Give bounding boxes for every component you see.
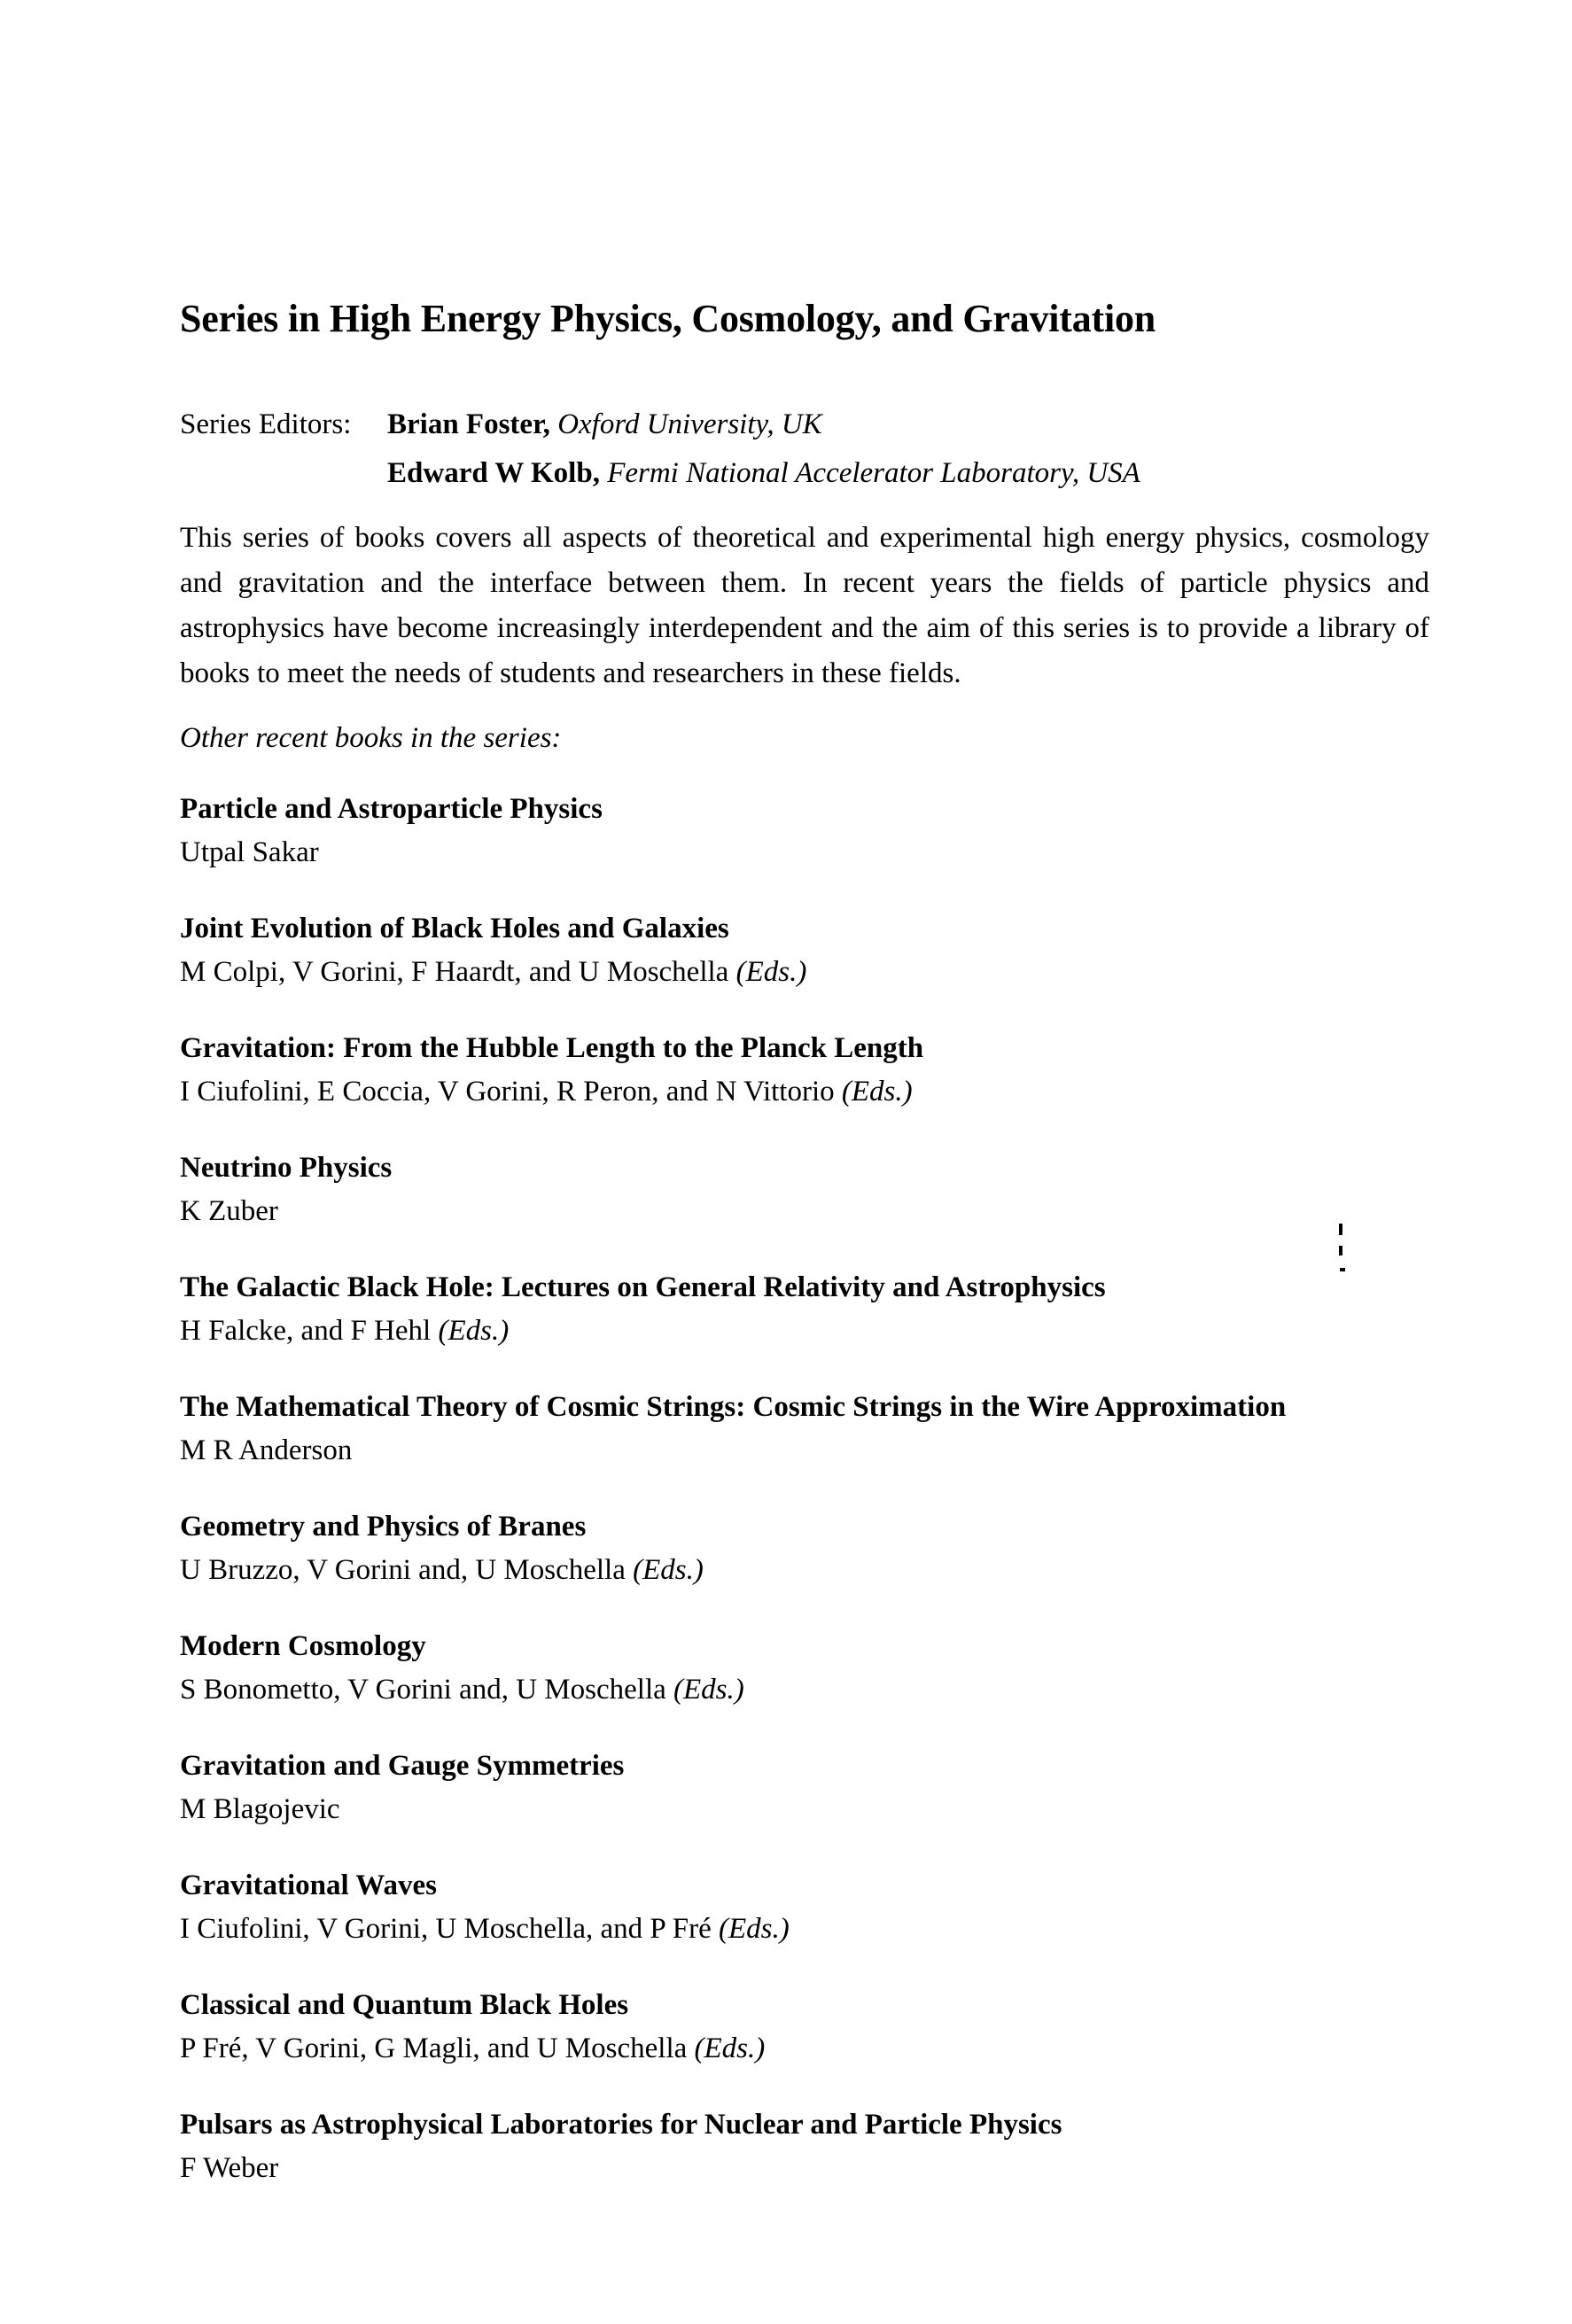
book-entry [180,1509,1447,1589]
scan-artifact [1339,1246,1342,1255]
series-title: Series in High Energy Physics, Cosmology, and Gravitation [180,297,1156,340]
eds-label: (Eds.) [438,1315,510,1347]
scan-artifact [1340,1268,1345,1271]
editor-affiliation: Fermi National Accelerator Laboratory, USA [607,457,1140,489]
book-authors [180,1672,1447,1708]
eds-label: (Eds.) [694,2033,766,2064]
series-editors-block [180,400,1140,498]
book-authors [180,1552,1447,1589]
book-entry [180,1628,1447,1708]
editor-name: Brian Foster, [387,408,550,440]
eds-label: (Eds.) [719,1913,790,1945]
book-authors [180,1193,1447,1230]
authors-text: I Ciufolini, E Coccia, V Gorini, R Peron, and N Vittorio [180,1076,835,1108]
series-editors-label: Series Editors: [180,408,352,440]
book-title: Classical and Quantum Black Holes [180,1989,629,2021]
book-authors [180,1313,1447,1349]
series-editor-line-1 [180,400,1140,449]
book-authors [180,1433,1447,1469]
editor-affiliation: Oxford University, UK [557,408,822,440]
editor-name: Edward W Kolb, [387,457,600,489]
book-authors [180,1792,1447,1828]
book-list [180,791,1447,2227]
book-authors [180,2150,1447,2187]
book-title: Gravitational Waves [180,1869,437,1901]
book-title: Joint Evolution of Black Holes and Galaxies [180,913,729,944]
scan-artifact [1339,1224,1342,1235]
book-entry [180,911,1447,991]
book-title: Gravitation and Gauge Symmetries [180,1750,625,1782]
book-title: Pulsars as Astrophysical Laboratories for Nuclear and Particle Physics [180,2109,1062,2141]
book-entry [180,1150,1447,1230]
eds-label: (Eds.) [735,956,807,988]
authors-text: M R Anderson [180,1434,353,1466]
authors-text: P Fré, V Gorini, G Magli, and U Moschella [180,2033,688,2064]
eds-label: (Eds.) [633,1554,704,1586]
authors-text: S Bonometto, V Gorini and, U Moschella [180,1674,666,1706]
book-title: Modern Cosmology [180,1630,426,1662]
book-entry [180,1270,1447,1349]
book-authors [180,1074,1447,1110]
authors-text: F Weber [180,2152,279,2184]
series-editor-line-2 [180,449,1140,498]
book-authors [180,2031,1447,2067]
authors-text: M Blagojevic [180,1793,340,1825]
book-title: Neutrino Physics [180,1152,393,1184]
eds-label: (Eds.) [673,1674,744,1706]
book-entry [180,1030,1447,1110]
authors-text: U Bruzzo, V Gorini and, U Moschella [180,1554,626,1586]
book-title: Particle and Astroparticle Physics [180,793,603,825]
authors-text: Utpal Sakar [180,836,319,868]
book-title: The Galactic Black Hole: Lectures on General Relativity and Astrophysics [180,1271,1106,1303]
book-title: Gravitation: From the Hubble Length to the Planck Length [180,1032,924,1064]
book-authors [180,954,1447,991]
authors-text: H Falcke, and F Hehl [180,1315,432,1347]
book-entry [180,1868,1447,1947]
book-authors [180,1911,1447,1947]
book-authors [180,835,1447,871]
book-title: Geometry and Physics of Branes [180,1511,587,1543]
book-entry [180,2107,1447,2187]
book-title: The Mathematical Theory of Cosmic Strings: Cosmic Strings in the Wire Approximation [180,1391,1287,1423]
series-description: This series of books covers all aspects of theoretical and experimental high energy physics, cosmology and gravitation and the interface between them. In recent years the fields of particle physics and astrophysics have become increasingly interdependent and the aim of this series is to provide a library of books to meet the needs of students and researchers in these fields. [180,522,1429,689]
other-books-heading: Other recent books in the series: [180,722,562,754]
book-entry [180,1987,1447,2067]
authors-text: I Ciufolini, V Gorini, U Moschella, and P Fré [180,1913,712,1945]
book-entry [180,791,1447,871]
authors-text: M Colpi, V Gorini, F Haardt, and U Moschella [180,956,729,988]
authors-text: K Zuber [180,1195,278,1227]
book-entry [180,1389,1447,1469]
eds-label: (Eds.) [841,1076,913,1108]
book-entry [180,1748,1447,1828]
